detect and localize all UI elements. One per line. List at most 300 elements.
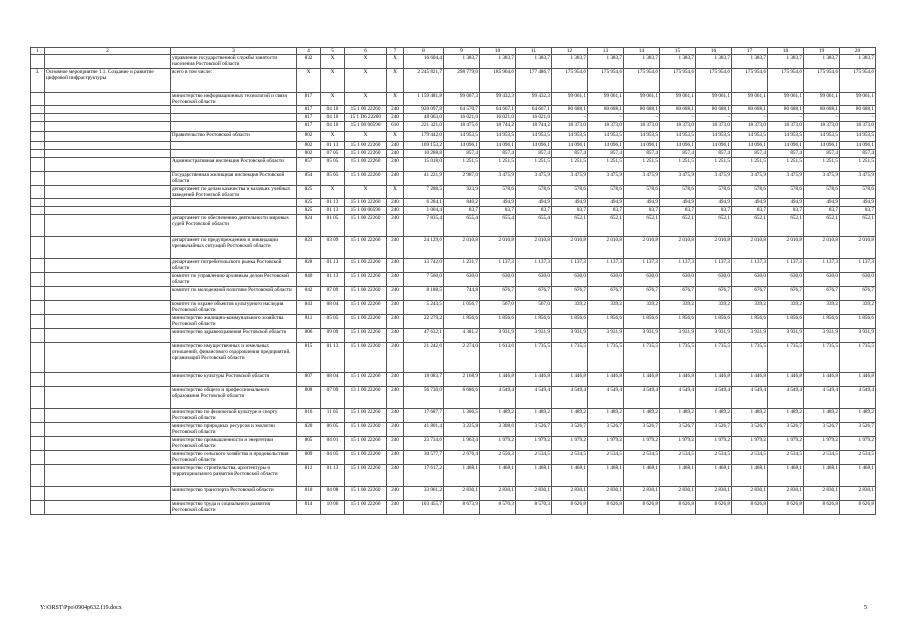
year-amount-cell: 1 383,7 (516, 55, 552, 69)
year-amount-cell: 18 373,0 (768, 122, 804, 132)
budget-code-cell: X (387, 93, 404, 106)
budget-code-cell: X (345, 69, 387, 93)
year-amount-cell: 3 475,9 (624, 172, 660, 186)
budget-code-cell: 816 (297, 409, 321, 423)
year-amount-cell: – (804, 114, 840, 122)
year-amount-cell: 2 534,5 (552, 451, 588, 465)
activity-number-cell (31, 451, 45, 465)
year-amount-cell: 1 468,1 (732, 465, 768, 487)
year-amount-cell: 1 489,2 (804, 409, 840, 423)
year-amount-cell: 1 856,6 (624, 315, 660, 329)
year-amount-cell: 1 306,5 (444, 409, 480, 423)
year-amount-cell: 494,9 (588, 199, 624, 207)
budget-code-cell: 01 13 (321, 142, 345, 150)
year-amount-cell: 630,0 (480, 273, 516, 287)
year-amount-cell: 1 735,5 (696, 343, 732, 373)
year-amount-cell: 494,9 (552, 199, 588, 207)
budget-code-cell: 15 1 00 22260 (345, 465, 387, 487)
activity-number-cell (31, 172, 45, 186)
year-amount-cell: 3 526,7 (804, 423, 840, 437)
activity-name-cell (45, 273, 171, 287)
year-amount-cell: 1 856,6 (444, 315, 480, 329)
year-amount-cell: 64 667,1 (480, 106, 516, 114)
year-amount-cell: 1 489,2 (516, 409, 552, 423)
year-amount-cell: 2 556,3 (480, 451, 516, 465)
year-amount-cell: 83,7 (696, 207, 732, 215)
table-row (31, 373, 876, 387)
column-number: 17 (732, 48, 768, 55)
year-amount-cell: 8 673,9 (444, 501, 480, 515)
year-amount-cell: – (696, 114, 732, 122)
year-amount-cell: 676,7 (840, 287, 876, 301)
budget-code-cell: 03 09 (321, 237, 345, 259)
year-amount-cell: 494,9 (480, 199, 516, 207)
year-amount-cell: 857,4 (696, 150, 732, 158)
budget-code-cell: 15 1 D6 22260 (345, 114, 387, 122)
budget-code-cell: 240 (387, 387, 404, 409)
year-amount-cell: 8 626,8 (768, 501, 804, 515)
year-amount-cell: 578,6 (768, 186, 804, 199)
year-amount-cell: 16 021,0 (516, 114, 552, 122)
total-amount-cell: 48 063,0 (404, 114, 444, 122)
budget-code-cell: 05 05 (321, 172, 345, 186)
year-amount-cell: 6 686,6 (444, 387, 480, 409)
year-amount-cell: 1 735,5 (840, 343, 876, 373)
budget-code-cell: 240 (387, 409, 404, 423)
year-amount-cell: 744,8 (444, 287, 480, 301)
year-amount-cell: 2 534,5 (696, 451, 732, 465)
budget-code-cell: 825 (297, 207, 321, 215)
total-amount-cell: 17 617,2 (404, 465, 444, 487)
budget-code-cell: 240 (387, 259, 404, 273)
year-amount-cell: 1 489,2 (696, 409, 732, 423)
budget-code-cell: 09 09 (321, 329, 345, 343)
year-amount-cell: 8 626,8 (588, 501, 624, 515)
activity-name-cell (45, 437, 171, 451)
year-amount-cell: 1 137,3 (660, 259, 696, 273)
total-amount-cell: 1 004,4 (404, 207, 444, 215)
budget-code-cell: 04 10 (321, 106, 345, 114)
year-amount-cell: 2 830,1 (444, 487, 480, 501)
year-amount-cell: 1 251,5 (732, 158, 768, 172)
year-amount-cell: 185 964,6 (480, 69, 516, 93)
budget-code-cell: 15 1 00 22260 (345, 487, 387, 501)
year-amount-cell: 2 830,1 (768, 487, 804, 501)
year-amount-cell: 1 613,6 (480, 343, 516, 373)
year-amount-cell: 83,7 (804, 207, 840, 215)
year-amount-cell: 1 383,7 (840, 55, 876, 69)
year-amount-cell: 175 954,6 (840, 69, 876, 93)
year-amount-cell: 14 953,5 (732, 132, 768, 142)
total-amount-cell: 21 242,6 (404, 343, 444, 373)
year-amount-cell: 3 931,9 (768, 329, 804, 343)
year-amount-cell: 16 021,0 (480, 114, 516, 122)
year-amount-cell: 1 979,2 (480, 437, 516, 451)
year-amount-cell: 1 383,7 (552, 55, 588, 69)
activity-name-cell (45, 409, 171, 423)
budget-code-cell: 811 (297, 315, 321, 329)
budget-code-cell: 240 (387, 142, 404, 150)
budget-code-cell: 04 08 (321, 487, 345, 501)
year-amount-cell: 175 954,6 (696, 69, 732, 93)
year-amount-cell: 652,1 (552, 215, 588, 237)
year-amount-cell: 1 468,1 (516, 465, 552, 487)
budget-code-cell: 240 (387, 215, 404, 237)
year-amount-cell: 4 549,4 (732, 387, 768, 409)
year-amount-cell: 99 061,1 (732, 93, 768, 106)
year-amount-cell: 80 688,1 (624, 106, 660, 114)
year-amount-cell: 676,7 (480, 287, 516, 301)
year-amount-cell: 2 676,4 (444, 451, 480, 465)
activity-name-cell (45, 93, 171, 106)
year-amount-cell: 1 468,1 (840, 465, 876, 487)
year-amount-cell: 14 953,5 (516, 132, 552, 142)
column-number: 4 (297, 48, 321, 55)
year-amount-cell: 99 061,1 (588, 93, 624, 106)
column-number: 7 (387, 48, 404, 55)
activity-number-cell (31, 409, 45, 423)
activity-name-cell (45, 487, 171, 501)
year-amount-cell: 494,9 (804, 199, 840, 207)
budget-code-cell: 15 1 00 22260 (345, 259, 387, 273)
budget-code-cell: 815 (297, 343, 321, 373)
column-number: 16 (696, 48, 732, 55)
year-amount-cell: 2 010,8 (588, 237, 624, 259)
total-amount-cell: 18 083,7 (404, 373, 444, 387)
year-amount-cell: 578,6 (804, 186, 840, 199)
activity-number-cell (31, 501, 45, 515)
table-row (31, 172, 876, 186)
executor-cell: департамент потребительского рынка Ростовской области (171, 259, 297, 273)
executor-cell: Правительство Ростовской области (171, 132, 297, 142)
year-amount-cell: 1 383,7 (444, 55, 480, 69)
table-row (31, 465, 876, 487)
year-amount-cell: 1 856,6 (588, 315, 624, 329)
activity-name-cell (45, 387, 171, 409)
year-amount-cell: 14 953,5 (768, 132, 804, 142)
activity-number-cell (31, 329, 45, 343)
budget-code-cell: 15 1 00 22260 (345, 158, 387, 172)
budget-code-cell: 817 (297, 93, 321, 106)
activity-name-cell (45, 132, 171, 142)
year-amount-cell: 14 953,5 (552, 132, 588, 142)
budget-code-cell: 01 13 (321, 343, 345, 373)
total-amount-cell: 7 288,5 (404, 186, 444, 199)
year-amount-cell: 1 468,1 (624, 465, 660, 487)
activity-number-cell (31, 142, 45, 150)
activity-number-cell (31, 93, 45, 106)
year-amount-cell: 1 468,1 (768, 465, 804, 487)
year-amount-cell: 8 626,8 (696, 501, 732, 515)
year-amount-cell: 676,7 (768, 287, 804, 301)
total-amount-cell: 103 455,7 (404, 501, 444, 515)
total-amount-cell: 33 961,2 (404, 487, 444, 501)
year-amount-cell: 494,9 (732, 199, 768, 207)
year-amount-cell: 2 534,5 (732, 451, 768, 465)
year-amount-cell: 857,4 (804, 150, 840, 158)
year-amount-cell: 1 137,3 (552, 259, 588, 273)
budget-code-cell: 857 (297, 158, 321, 172)
year-amount-cell: 3 931,9 (840, 329, 876, 343)
year-amount-cell: 8 626,8 (840, 501, 876, 515)
table-row (31, 451, 876, 465)
year-amount-cell: 1 446,8 (696, 373, 732, 387)
activity-name-cell (45, 301, 171, 315)
budget-code-cell: 817 (297, 122, 321, 132)
year-amount-cell: 8 626,8 (552, 501, 588, 515)
year-amount-cell: 3 475,9 (480, 172, 516, 186)
activity-name-cell (45, 158, 171, 172)
budget-code-cell: 15 1 00 22260 (345, 329, 387, 343)
year-amount-cell: 1 468,1 (444, 465, 480, 487)
budget-code-cell: 843 (297, 301, 321, 315)
column-number: 8 (404, 48, 444, 55)
total-amount-cell: 17 687,7 (404, 409, 444, 423)
budget-code-cell: 240 (387, 437, 404, 451)
year-amount-cell: 14 096,1 (840, 142, 876, 150)
year-amount-cell: 1 468,1 (588, 465, 624, 487)
year-amount-cell: 630,0 (588, 273, 624, 287)
year-amount-cell: 83,7 (768, 207, 804, 215)
year-amount-cell: 339,2 (552, 301, 588, 315)
year-amount-cell: 578,6 (516, 186, 552, 199)
year-amount-cell: 99 061,1 (552, 93, 588, 106)
executor-cell: Государственная жилищная инспекция Ростовской области (171, 172, 297, 186)
executor-cell: всего в том числе: (171, 69, 297, 93)
budget-code-cell: 240 (387, 487, 404, 501)
year-amount-cell: 2 010,8 (696, 237, 732, 259)
total-amount-cell: 22 279,2 (404, 315, 444, 329)
year-amount-cell: 1 383,7 (624, 55, 660, 69)
year-amount-cell: 1 446,8 (840, 373, 876, 387)
year-amount-cell: 8 626,8 (804, 501, 840, 515)
year-amount-cell: 83,7 (552, 207, 588, 215)
year-amount-cell: 2 010,8 (516, 237, 552, 259)
year-amount-cell: 175 954,6 (768, 69, 804, 93)
budget-code-cell: 240 (387, 172, 404, 186)
year-amount-cell: 923,9 (444, 186, 480, 199)
executor-cell: управление государственной службы занятости населения Ростовской области (171, 55, 297, 69)
year-amount-cell: 2 534,5 (516, 451, 552, 465)
budget-code-cell: 04 05 (321, 451, 345, 465)
column-number: 19 (804, 48, 840, 55)
year-amount-cell: 630,0 (660, 273, 696, 287)
executor-cell: департамент по обеспечению деятельности мировых судей Ростовской области (171, 215, 297, 237)
activity-name-cell (45, 373, 171, 387)
budget-code-cell: 15 1 00 00590 (345, 207, 387, 215)
activity-number-cell (31, 315, 45, 329)
budget-code-cell: 808 (297, 387, 321, 409)
year-amount-cell: – (768, 114, 804, 122)
year-amount-cell: 857,4 (732, 150, 768, 158)
year-amount-cell: 578,6 (660, 186, 696, 199)
activity-number-cell (31, 199, 45, 207)
budget-code-cell: X (321, 186, 345, 199)
year-amount-cell: 655,4 (516, 215, 552, 237)
year-amount-cell: 1 251,5 (588, 158, 624, 172)
year-amount-cell: 1 489,2 (660, 409, 696, 423)
year-amount-cell: 857,4 (444, 150, 480, 158)
activity-number-cell (31, 343, 45, 373)
total-amount-cell: 56 730,0 (404, 387, 444, 409)
year-amount-cell: 14 096,1 (588, 142, 624, 150)
table-row (31, 142, 876, 150)
year-amount-cell: 1 251,5 (840, 158, 876, 172)
total-amount-cell: 920 097,8 (404, 106, 444, 114)
budget-code-cell: X (321, 93, 345, 106)
year-amount-cell: 4 549,4 (588, 387, 624, 409)
year-amount-cell: 2 830,1 (552, 487, 588, 501)
year-amount-cell: 567,0 (516, 301, 552, 315)
executor-cell: министерство промышленности и энергетики Ростовской области (171, 437, 297, 451)
year-amount-cell: 578,6 (840, 186, 876, 199)
year-amount-cell: 2 010,8 (732, 237, 768, 259)
year-amount-cell: 18 373,0 (696, 122, 732, 132)
year-amount-cell: 3 475,9 (732, 172, 768, 186)
budget-code-cell: 15 1 00 22260 (345, 237, 387, 259)
year-amount-cell: 1 735,5 (768, 343, 804, 373)
year-amount-cell: 1 856,6 (516, 315, 552, 329)
year-amount-cell: 1 856,6 (768, 315, 804, 329)
year-amount-cell: 2 010,8 (840, 237, 876, 259)
table-row (31, 106, 876, 114)
year-amount-cell: 175 954,6 (588, 69, 624, 93)
year-amount-cell: 14 953,5 (588, 132, 624, 142)
budget-code-cell: 04 10 (321, 114, 345, 122)
year-amount-cell: 578,6 (624, 186, 660, 199)
total-amount-cell: 221 321,0 (404, 122, 444, 132)
activity-name-cell (45, 315, 171, 329)
year-amount-cell: 1 383,7 (480, 55, 516, 69)
column-number: 3 (171, 48, 297, 55)
year-amount-cell: 4 549,4 (768, 387, 804, 409)
year-amount-cell: 1 979,2 (516, 437, 552, 451)
year-amount-cell: 1 056,7 (444, 301, 480, 315)
year-amount-cell: 99 061,1 (804, 93, 840, 106)
table-row (31, 132, 876, 142)
year-amount-cell: 18 373,0 (588, 122, 624, 132)
year-amount-cell: 83,7 (516, 207, 552, 215)
activity-number-cell: 3. (31, 69, 45, 93)
budget-code-cell: 15 1 00 22260 (345, 301, 387, 315)
column-number: 15 (660, 48, 696, 55)
budget-code-cell: 810 (297, 487, 321, 501)
year-amount-cell: 630,0 (804, 273, 840, 287)
activity-number-cell (31, 465, 45, 487)
year-amount-cell: 339,2 (624, 301, 660, 315)
total-amount-cell: 13 742,0 (404, 259, 444, 273)
table-row (31, 315, 876, 329)
year-amount-cell: 339,2 (588, 301, 624, 315)
year-amount-cell: 857,4 (552, 150, 588, 158)
year-amount-cell: 1 251,5 (768, 158, 804, 172)
budget-code-cell: 01 13 (321, 199, 345, 207)
executor-cell (171, 142, 297, 150)
year-amount-cell: 4 549,4 (516, 387, 552, 409)
budget-code-cell: 240 (387, 373, 404, 387)
budget-code-cell: 07 09 (321, 387, 345, 409)
year-amount-cell: 14 953,5 (444, 132, 480, 142)
year-amount-cell: 3 931,9 (624, 329, 660, 343)
budget-code-cell: 15 1 00 22260 (345, 501, 387, 515)
activity-name-cell (45, 199, 171, 207)
year-amount-cell: 1 446,8 (516, 373, 552, 387)
year-amount-cell: – (624, 114, 660, 122)
year-amount-cell: 1 446,8 (768, 373, 804, 387)
year-amount-cell: 83,7 (660, 207, 696, 215)
activity-name-cell (45, 329, 171, 343)
budget-code-cell: X (387, 69, 404, 93)
total-amount-cell: 7 835,4 (404, 215, 444, 237)
activity-number-cell (31, 114, 45, 122)
year-amount-cell: 339,2 (768, 301, 804, 315)
year-amount-cell: 2 830,1 (696, 487, 732, 501)
year-amount-cell: 3 475,9 (840, 172, 876, 186)
year-amount-cell: 14 096,1 (624, 142, 660, 150)
year-amount-cell: 3 526,7 (588, 423, 624, 437)
year-amount-cell: 3 526,7 (624, 423, 660, 437)
year-amount-cell: 2 010,8 (444, 237, 480, 259)
year-amount-cell: 1 856,6 (804, 315, 840, 329)
year-amount-cell: 2 830,1 (588, 487, 624, 501)
year-amount-cell: 3 931,9 (696, 329, 732, 343)
year-amount-cell: 578,6 (552, 186, 588, 199)
year-amount-cell: 4 549,4 (624, 387, 660, 409)
year-amount-cell: 3 526,7 (552, 423, 588, 437)
year-amount-cell: 1 979,2 (696, 437, 732, 451)
budget-code-cell: 240 (387, 315, 404, 329)
budget-code-cell: 240 (387, 329, 404, 343)
total-amount-cell: 179 442,0 (404, 132, 444, 142)
year-amount-cell: 1 251,5 (660, 158, 696, 172)
year-amount-cell: 2 010,8 (480, 237, 516, 259)
year-amount-cell: 1 489,2 (840, 409, 876, 423)
activity-number-cell (31, 387, 45, 409)
executor-cell: департамент по делам казачества и казачьих учебных заведений Ростовской области (171, 186, 297, 199)
year-amount-cell: 1 856,6 (840, 315, 876, 329)
budget-code-cell: X (345, 186, 387, 199)
year-amount-cell: 1 735,5 (732, 343, 768, 373)
activity-name-cell (45, 114, 171, 122)
year-amount-cell: 18 373,0 (552, 122, 588, 132)
year-amount-cell: 630,0 (840, 273, 876, 287)
table-row (31, 69, 876, 93)
year-amount-cell: 83,7 (480, 207, 516, 215)
activity-number-cell (31, 186, 45, 199)
year-amount-cell: 3 475,9 (588, 172, 624, 186)
year-amount-cell: 1 251,5 (696, 158, 732, 172)
executor-cell: министерство строительства, архитектуры и территориального развития Ростовской области (171, 465, 297, 487)
year-amount-cell: 652,1 (732, 215, 768, 237)
year-amount-cell: 1 137,3 (516, 259, 552, 273)
year-amount-cell: 578,6 (480, 186, 516, 199)
year-amount-cell: 14 096,1 (732, 142, 768, 150)
year-amount-cell: 18 373,0 (624, 122, 660, 132)
year-amount-cell: 1 137,3 (588, 259, 624, 273)
total-amount-cell: 1 159 481,8 (404, 93, 444, 106)
year-amount-cell: 1 137,3 (768, 259, 804, 273)
year-amount-cell: 494,9 (696, 199, 732, 207)
year-amount-cell: 676,7 (516, 287, 552, 301)
activity-name-cell (45, 465, 171, 487)
budget-code-cell: 240 (387, 150, 404, 158)
year-amount-cell: 99 061,1 (696, 93, 732, 106)
executor-cell (171, 106, 297, 114)
year-amount-cell: 14 953,5 (660, 132, 696, 142)
table-row (31, 259, 876, 273)
year-amount-cell: 14 953,5 (624, 132, 660, 142)
total-amount-cell: 24 129,6 (404, 237, 444, 259)
